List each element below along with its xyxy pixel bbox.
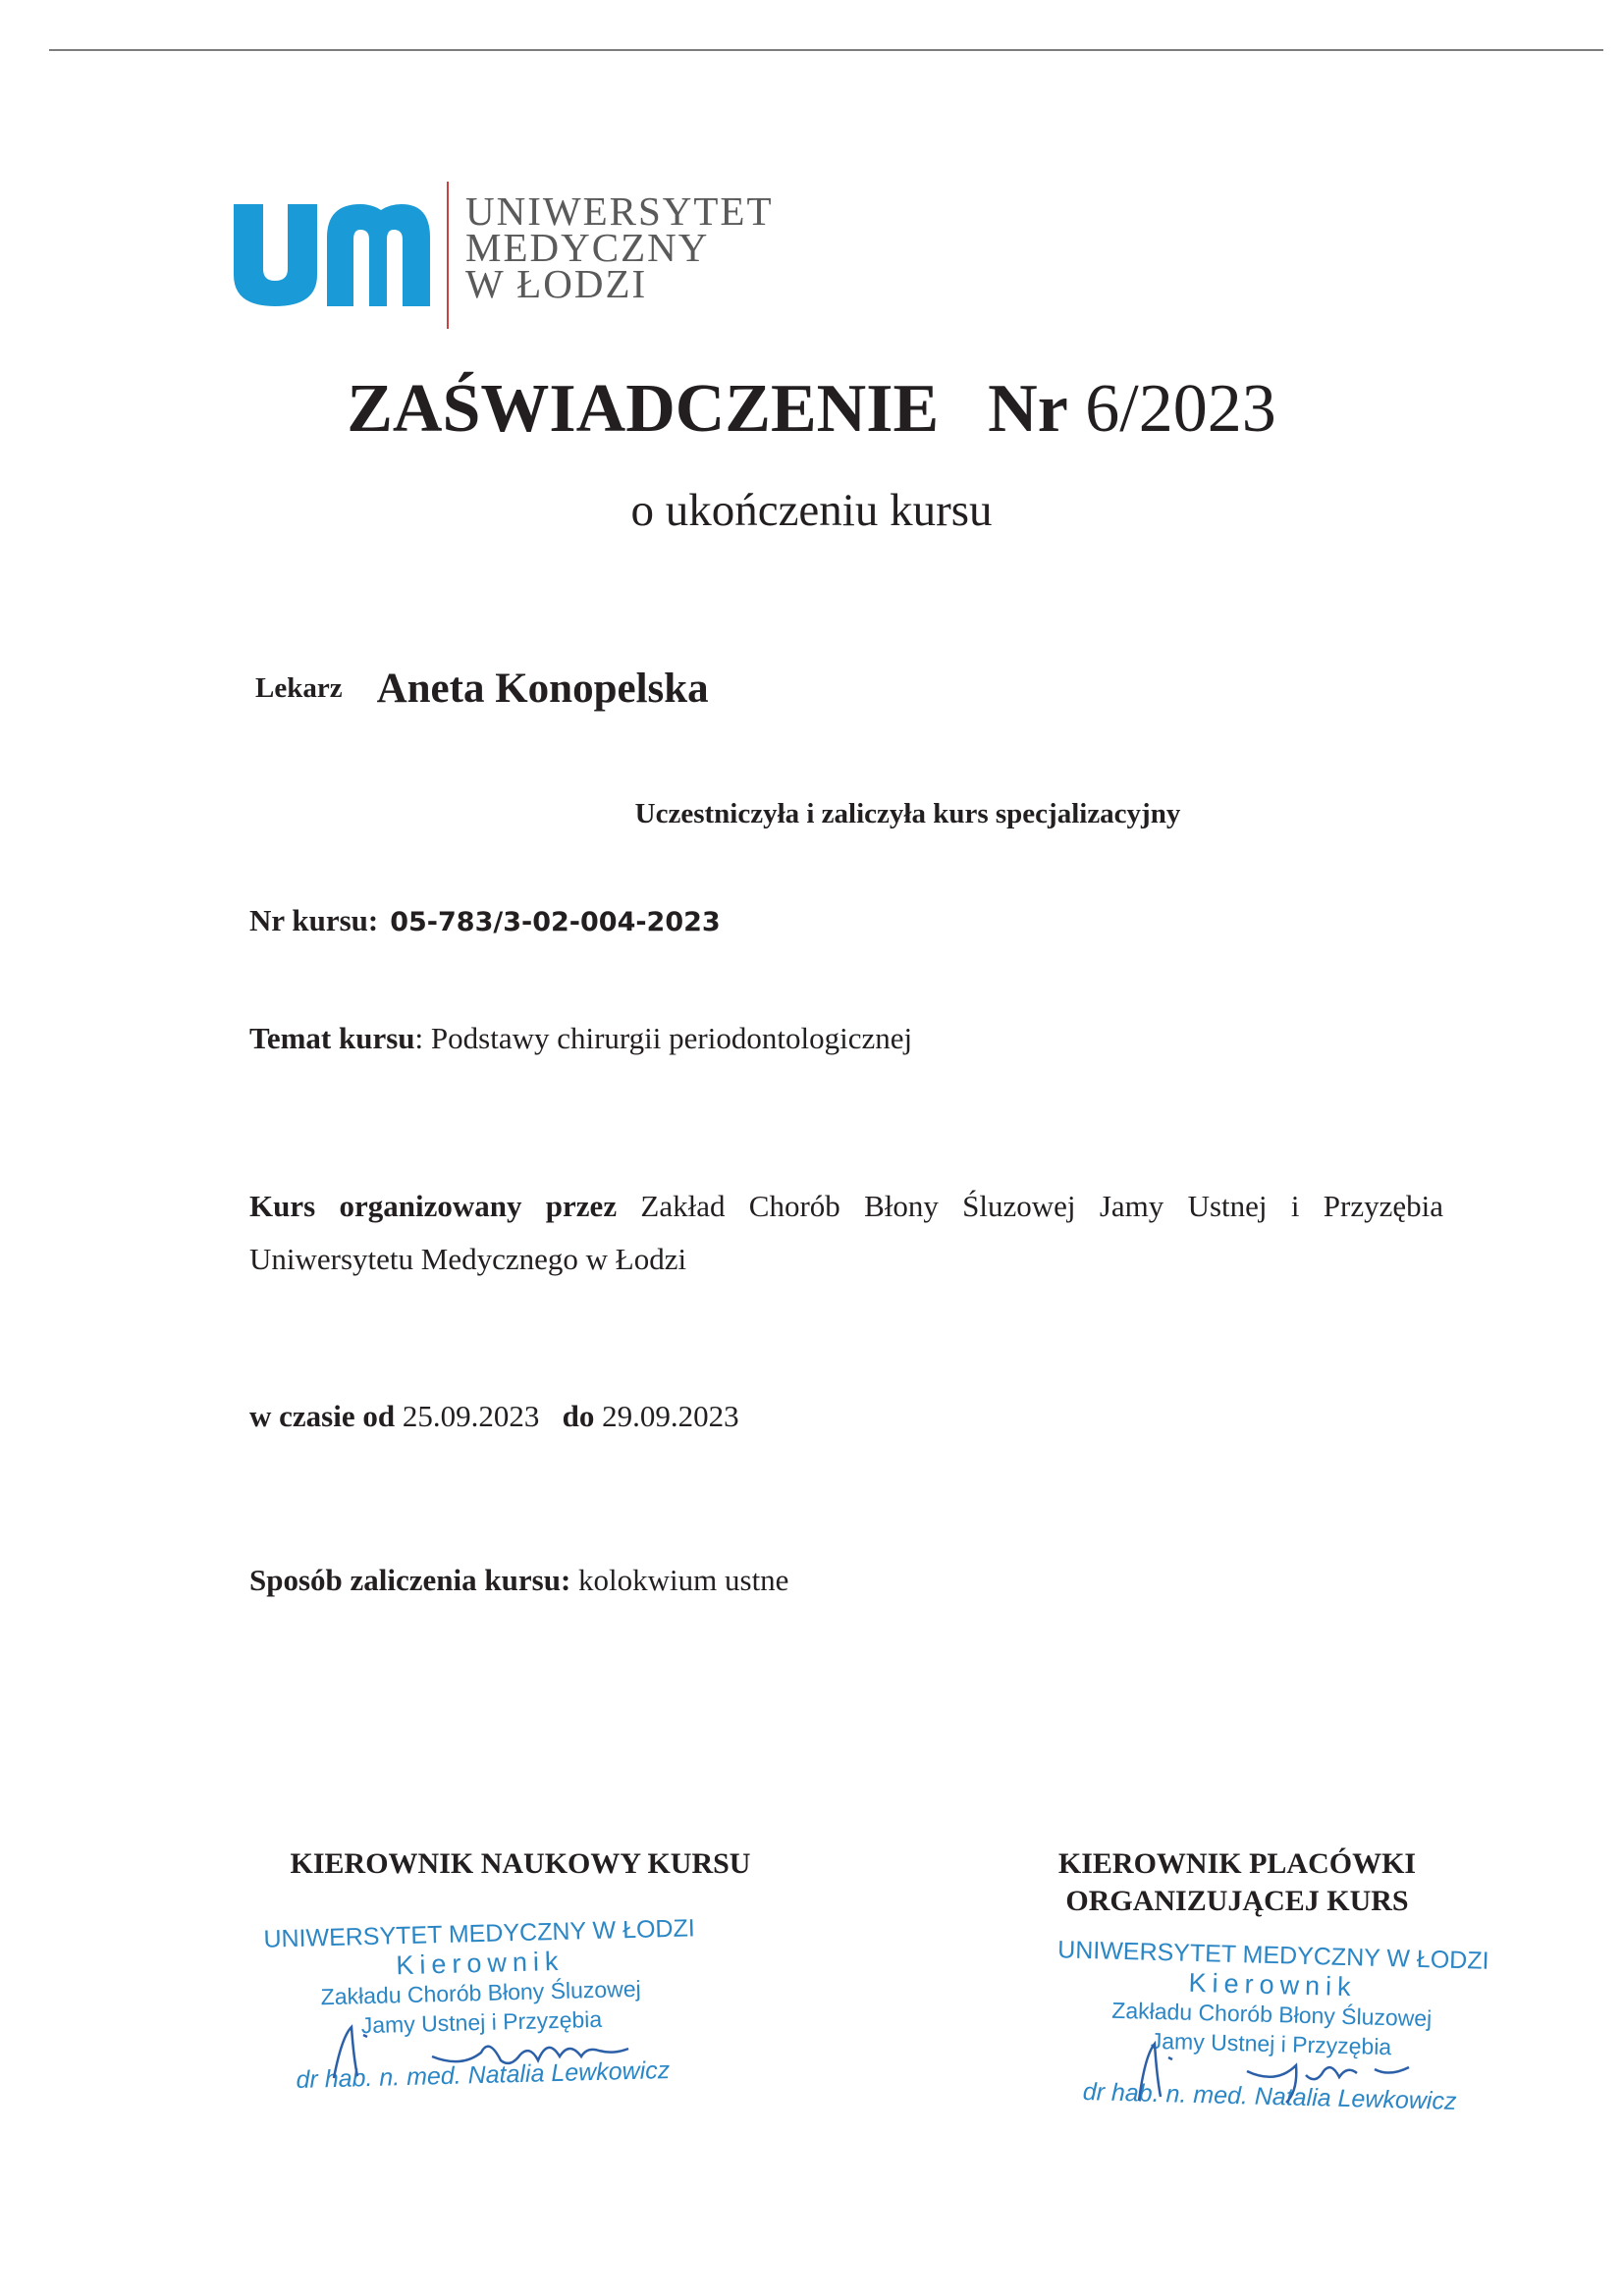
- date-from-value: 25.09.2023: [402, 1399, 540, 1433]
- course-number-label: Nr kursu:: [249, 903, 379, 937]
- stamp-department: Zakładu Chorób Błony Śluzowej: [1111, 1997, 1433, 2032]
- right-heading-line-1: KIEROWNIK PLACÓWKI: [1057, 1847, 1417, 1880]
- completion-row: [249, 1563, 788, 1598]
- right-signature-heading: [1021, 1845, 1453, 1920]
- logo-line-1: UNIWERSYTET: [465, 188, 774, 234]
- stamp-department: Zakładu Chorób Błony Śluzowej: [320, 1975, 641, 2010]
- stamp-role: Kierownik: [396, 1946, 565, 1981]
- top-rule: [49, 49, 1603, 51]
- course-number-row: [249, 903, 721, 938]
- logo-line-2: MEDYCZNY: [465, 225, 710, 270]
- logo-line-3: W ŁODZI: [465, 261, 648, 306]
- title-number: [988, 371, 1276, 447]
- date-from-label: w czasie od: [249, 1399, 396, 1433]
- logo-divider: [447, 182, 449, 329]
- course-number-value: 05-783/3-02-004-2023: [390, 907, 721, 937]
- organizer-label: Kurs organizowany przez: [249, 1189, 618, 1223]
- stamp-department-2: Jamy Ustnej i Przyzębia: [1150, 2027, 1392, 2060]
- um-logo-icon: [234, 204, 430, 306]
- course-topic-label: Temat kursu: [249, 1021, 415, 1055]
- stamp-university: UNIWERSYTET MEDYCZNY W ŁODZI: [1056, 1936, 1489, 1975]
- title-nr-value: 6/2023: [1085, 371, 1276, 447]
- participation-statement: Uczestniczyła i zaliczyła kurs specjalizacyjny: [634, 798, 1181, 829]
- certificate-subtitle: o ukończeniu kursu: [630, 485, 993, 536]
- left-signature-heading: KIEROWNIK NAUKOWY KURSU: [290, 1847, 751, 1880]
- right-heading-line-2: ORGANIZUJĄCEJ KURS: [1065, 1885, 1409, 1917]
- dates-row: [249, 1399, 739, 1434]
- completion-value: kolokwium ustne: [578, 1563, 789, 1597]
- title-main: ZAŚWIADCZENIE: [347, 371, 940, 447]
- certificate-title: [0, 365, 1623, 454]
- recipient-name: Aneta Konopelska: [376, 666, 709, 712]
- recipient: [255, 665, 709, 713]
- university-logo: [234, 182, 823, 329]
- organizer-value: Zakład Chorób Błony Śluzowej Jamy Ustnej i Przyzębia Uniwersytetu Medycznego w Łodzi: [249, 1189, 1443, 1276]
- course-topic-value: : Podstawy chirurgii periodontologicznej: [414, 1021, 913, 1055]
- date-to-value: 29.09.2023: [602, 1399, 739, 1433]
- recipient-title: Lekarz: [255, 672, 343, 704]
- stamp-person: dr hab. n. med. Natalia Lewkowicz: [1082, 2077, 1457, 2115]
- stamp-department-2: Jamy Ustnej i Przyzębia: [360, 2005, 603, 2039]
- stamp-role: Kierownik: [1188, 1967, 1357, 2002]
- stamp-university: UNIWERSYTET MEDYCZNY W ŁODZI: [263, 1914, 696, 1953]
- course-topic-row: [249, 1021, 912, 1056]
- date-to-label: do: [562, 1399, 595, 1433]
- logo-wordmark: [465, 188, 774, 306]
- title-nr-label: Nr: [988, 371, 1068, 447]
- organizer-row: [249, 1180, 1443, 1286]
- right-handwritten-signature: [1129, 2032, 1424, 2110]
- stamp-person: dr hab. n. med. Natalia Lewkowicz: [296, 2056, 671, 2094]
- completion-label: Sposób zaliczenia kursu:: [249, 1563, 571, 1597]
- left-handwritten-signature: [324, 2017, 648, 2086]
